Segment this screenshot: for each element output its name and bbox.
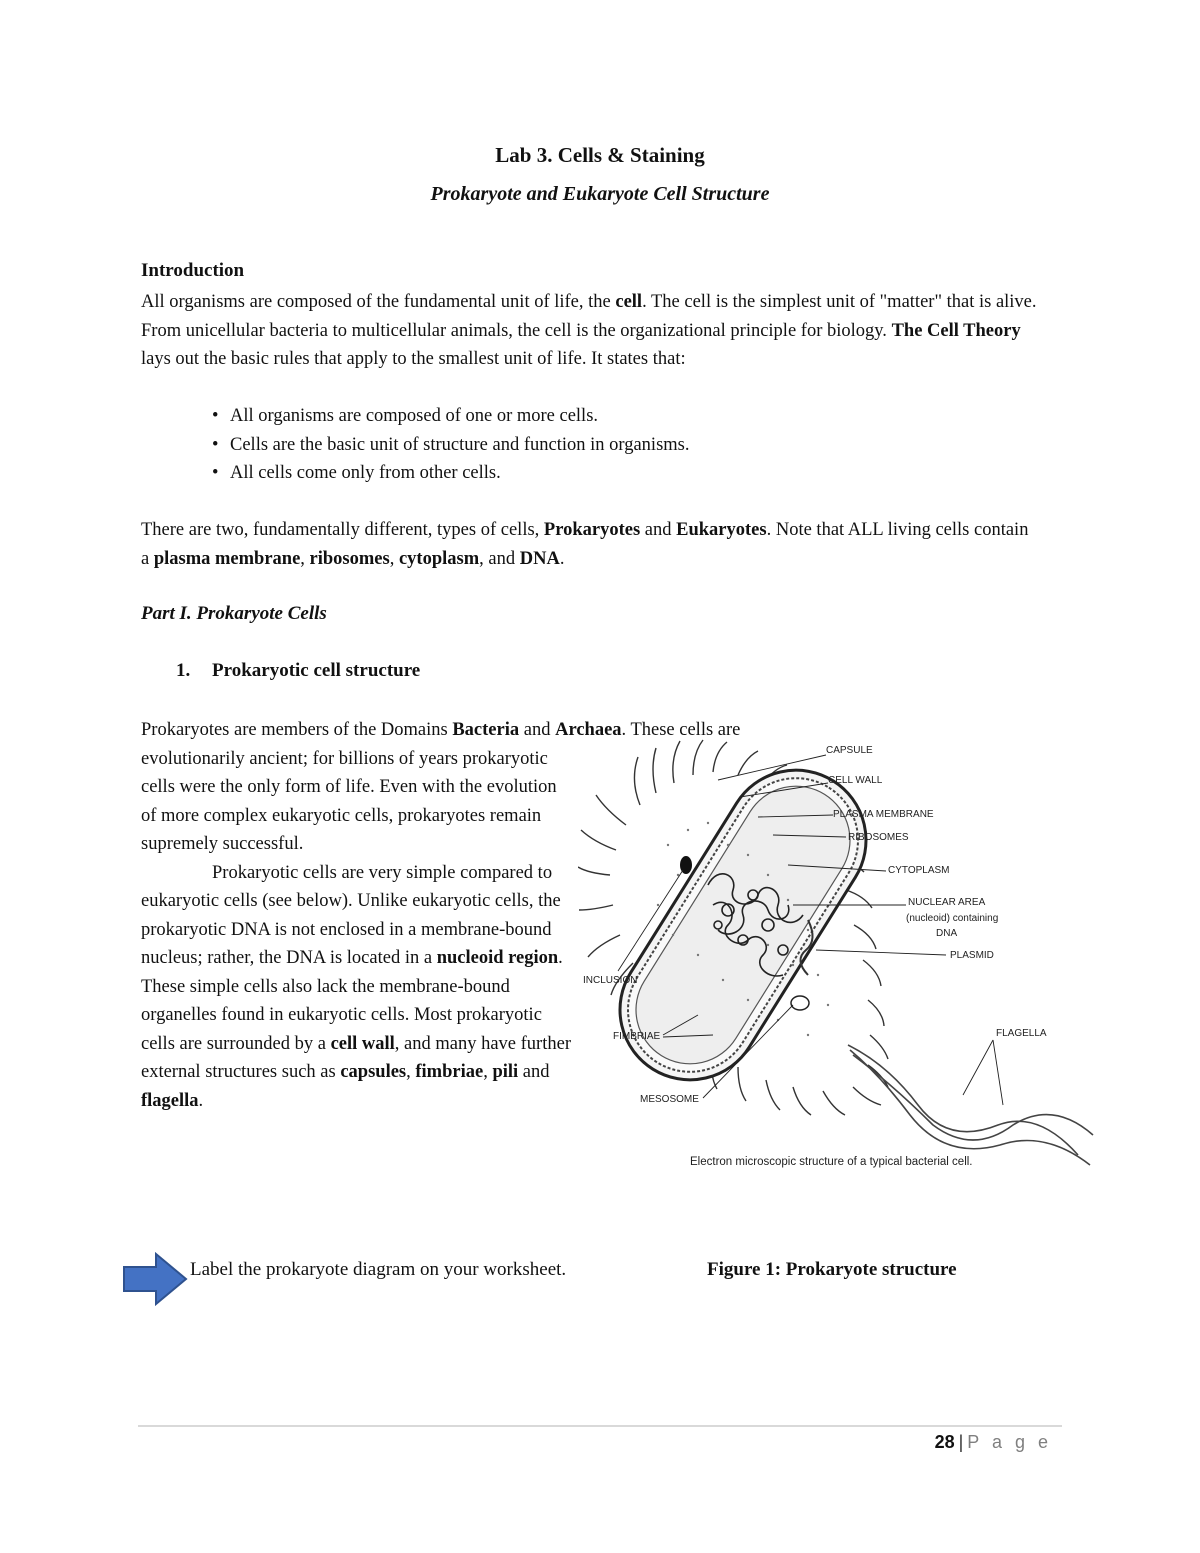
page-word: P a g e	[967, 1432, 1052, 1452]
prokaryote-text-column: evolutionarily ancient; for billions of years prokaryotic cells were the only form of life. Even with the evolution of more complex eukaryotic cells, prokaryotes remain supremely successful. Prokaryotic cells are very simple compared to eukaryotic cells (see below). Unlike eukaryotic cells, the prokaryotic DNA is not enclosed in a membrane-bound nucleus; rather, the DNA is located in a nucleoid region. These simple cells also lack the membrane-bound organelles found in eukaryotic cells. Most prokaryotic cells are surrounded by a cell wall, and many have further external structures such as capsules, fimbriae, pili and flagella.	[141, 748, 571, 1111]
label-ribosomes: RIBOSOMES	[848, 832, 909, 843]
figure-title: Figure 1: Prokaryote structure	[707, 1259, 957, 1280]
cell-theory-list	[210, 402, 689, 488]
page-footer	[935, 1432, 1052, 1453]
label-mesosome: MESOSOME	[640, 1094, 699, 1105]
section-title: Prokaryotic cell structure	[212, 660, 421, 681]
section-number: 1.	[176, 660, 191, 681]
flagella-group	[848, 1045, 1093, 1165]
worksheet-instruction: Label the prokaryote diagram on your worksheet.	[190, 1259, 567, 1280]
bacterial-cell-diagram	[578, 735, 1108, 1175]
label-fimbriae: FIMBRIAE	[613, 1031, 661, 1042]
label-plasmid: PLASMID	[950, 950, 994, 961]
part-heading: Part I. Prokaryote Cells	[141, 603, 327, 624]
prokaryote-lead-line: Prokaryotes are members of the Domains Bacteria and Archaea. These cells are	[141, 720, 741, 740]
label-cell-wall: CELL WALL	[828, 775, 883, 786]
label-flagella: FLAGELLA	[996, 1028, 1047, 1039]
introduction-heading: Introduction	[141, 260, 245, 281]
list-item: • All cells come only from other cells.	[210, 459, 689, 488]
page-number: 28	[934, 1432, 955, 1452]
list-item: • All organisms are composed of one or more cells.	[210, 402, 689, 431]
label-nucleoid: (nucleoid) containing	[906, 913, 999, 924]
page-subtitle: Prokaryote and Eukaryote Cell Structure	[430, 183, 770, 205]
diagram-caption: Electron microscopic structure of a typical bacterial cell.	[690, 1156, 973, 1168]
mesosome-body	[791, 996, 809, 1010]
list-item: • Cells are the basic unit of structure and function in organisms.	[210, 431, 689, 460]
label-plasma-membrane: PLASMA MEMBRANE	[833, 809, 934, 820]
label-inclusion: INCLUSION	[583, 975, 638, 986]
label-nuclear-area: NUCLEAR AREA	[908, 897, 986, 908]
footer-separator: |	[958, 1432, 964, 1452]
footer-divider	[138, 1425, 1062, 1427]
intro-paragraph: All organisms are composed of the fundamental unit of life, the cell. The cell is the simplest unit of "matter" that is alive. From unicellular bacteria to multicellular animals, the cell is the organizational principle for biology. The Cell Theory lays out the basic rules that apply to the smallest unit of life. It states that:	[141, 292, 1037, 369]
label-capsule: CAPSULE	[826, 745, 873, 756]
arrow-shape	[124, 1254, 186, 1304]
label-dna: DNA	[936, 928, 958, 939]
arrow-right-icon	[122, 1252, 188, 1306]
cell-types-paragraph: There are two, fundamentally different, types of cells, Prokaryotes and Eukaryotes. Note that ALL living cells contain a plasma membrane, ribosomes, cytoplasm, and DNA.	[141, 520, 1029, 569]
page-title: Lab 3. Cells & Staining	[495, 143, 705, 167]
label-cytoplasm: CYTOPLASM	[888, 865, 950, 876]
section-heading	[176, 660, 420, 682]
